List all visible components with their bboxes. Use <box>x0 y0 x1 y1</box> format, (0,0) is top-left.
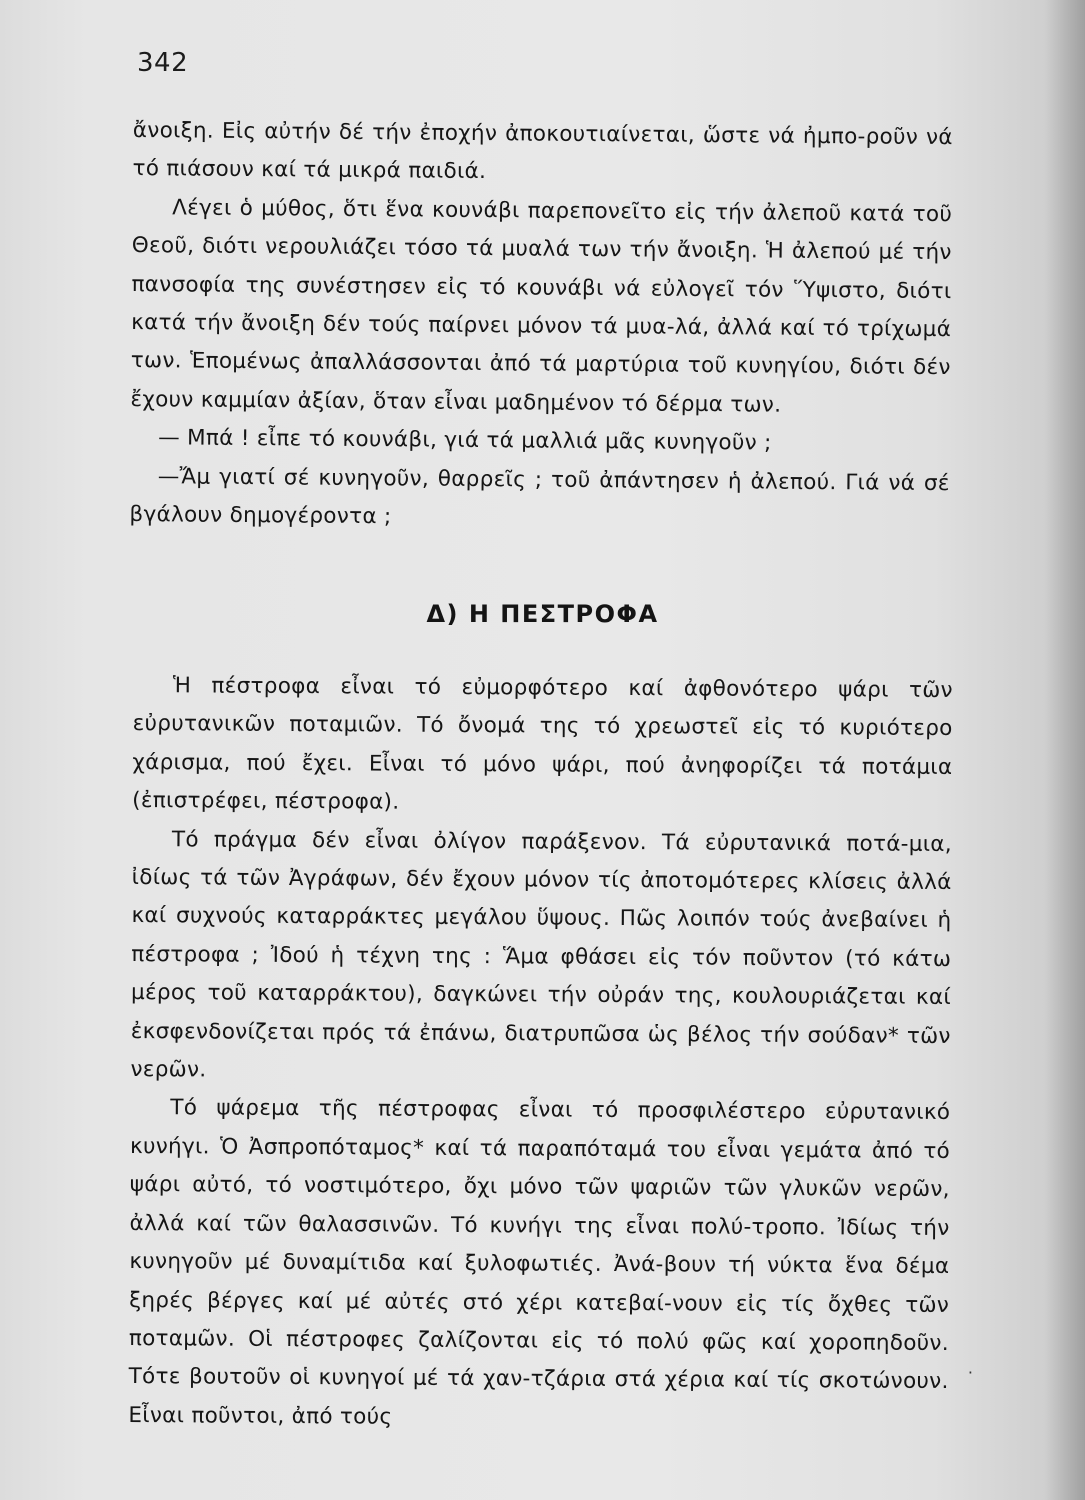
dialog-line-marten: — Μπά ! εἶπε τό κουνάβι, γιά τά μαλλιά μᾶς κυνηγοῦν ; <box>158 425 772 456</box>
paragraph-myth: Λέγει ὁ μύθος, ὅτι ἕνα κουνάβι παρεπονεῖτο εἰς τήν ἀλεποῦ κατά τοῦ Θεοῦ, διότι νερουλιάζει τόσο τά μυαλά των τήν ἄνοιξη. Ἡ ἀλεπού μέ τήν πανσοφία της συνέστησεν εἰς τό κουνάβι νά εὐλογεῖ τόν Ὕψιστο, διότι κατά τήν ἄνοιξη δέν τούς παίρνει μόνον τά μυα-λά, ἀλλά καί τό τρίχωμά των. Ἑπομένως ἀπαλλάσσονται ἀπό τά μαρτύρια τοῦ κυνηγίου, διότι δέν ἔχουν καμμίαν ἀξίαν, ὅταν εἶναι μαδημένον τό δέρμα των. <box>130 195 953 418</box>
paragraph-trout-fishing: Τό ψάρεμα τῆς πέστροφας εἶναι τό προσφιλέστερο εὐρυτανικό κυνήγι. Ὁ Ἀσπροπόταμος* καί τά παραπόταμά του εἶναι γεμάτα ἀπό τό ψάρι αὐτό, τό νοστιμότερο, ὄχι μόνο τῶν ψαριῶν τῶν γλυκῶν νερῶν, ἀλλά καί τῶν θαλασσινῶν. Τό κυνήγι της εἶναι πολύ-τροπο. Ἰδίως τήν κυνηγοῦν μέ δυναμίτιδα καί ξυλοφωτιές. Ἀνά-βουν τή νύκτα ἕνα δέμα ξηρές βέργες καί μέ αὐτές στό χέρι κατεβαί-νουν εἰς τίς ὄχθες τῶν ποταμῶν. Οἱ πέστροφες ζαλίζονται εἰς τό πολύ φῶς καί χοροπηδοῦν. Τότε βουτοῦν οἱ κυνηγοί μέ τά χαν-τζάρια στά χέρια καί τίς σκοτώνουν. Εἶναι ποῦντοι, ἀπό τούς <box>128 1095 951 1430</box>
section-heading: Δ) Η ΠΕΣΤΡΟΦΑ <box>426 600 659 628</box>
text-block-bottom <box>128 667 953 1440</box>
text-block-top <box>129 112 953 542</box>
dialog-line-fox: —Ἄμ γιατί σέ κυνηγοῦν, θαρρεῖς ; τοῦ ἀπάντησεν ἡ ἀλεπού. Γιά νά σέ βγάλουν δημογέροντα ; <box>129 463 950 530</box>
page-gutter-shadow <box>1045 0 1085 1500</box>
paragraph-trout-intro: Ἡ πέστροφα εἶναι τό εὐμορφότερο καί ἀφθονότερο ψάρι τῶν εὐρυτανικῶν ποταμιῶν. Τό ὄνομά της τό χρεωστεῖ εἰς τό κυριότερο χάρισμα, πού ἔχει. Εἶναι τό μόνο ψάρι, πού ἀνηφορίζει τά ποτάμια (ἐπιστρέφει, πέστροφα). <box>132 673 953 815</box>
print-speck: · <box>967 1363 973 1382</box>
page-number: 342 <box>137 48 189 78</box>
paragraph-spring: ἄνοιξη. Εἰς αὐτήν δέ τήν ἐποχήν ἀποκουτιαίνεται, ὥστε νά ἠμπο-ροῦν νά τό πιάσουν καί τά μικρά παιδιά. <box>132 117 953 185</box>
paragraph-trout-rivers: Τό πράγμα δέν εἶναι ὀλίγον παράξενον. Τά εὐρυτανικά ποτά-μια, ἰδίως τά τῶν Ἀγράφων, δέν ἔχουν μόνον τίς ἀποτομότερες κλίσεις ἀλλά καί συχνούς καταρράκτες μεγάλου ὕψους. Πῶς λοιπόν τούς ἀνεβαίνει ἡ πέστροφα ; Ἰδού ἡ τέχνη της : Ἅμα φθάσει εἰς τόν ποῦντον (τό κάτω μέρος τοῦ καταρράκτου), δαγκώνει τήν οὐράν της, κουλουριάζεται καί ἐκσφενδονίζεται πρός τά ἐπάνω, διατρυπῶσα ὡς βέλος τήν σούδαν* τῶν νερῶν. <box>130 826 953 1083</box>
